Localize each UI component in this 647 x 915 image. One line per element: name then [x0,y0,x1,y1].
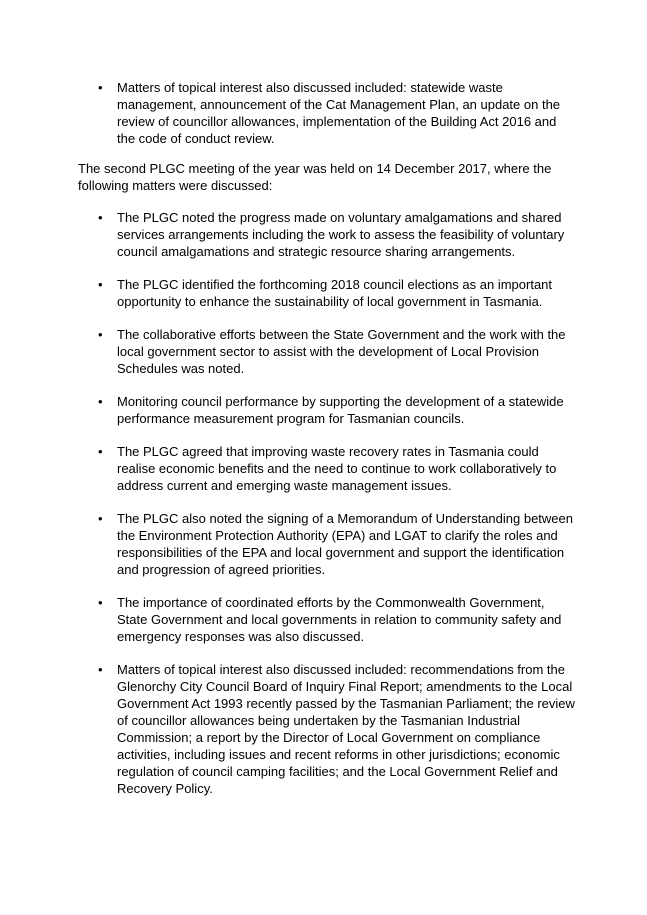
list-item-text: The collaborative efforts between the State Government and the work with the local government sector to assist with the development of Local Provision Schedules was noted. [117,327,566,376]
list-item [78,326,578,377]
list-item [78,661,578,797]
list-item-text: The importance of coordinated efforts by the Commonwealth Government, State Government and local governments in relation to community safety and emergency responses was also discussed. [117,595,562,644]
list-item-text: The PLGC noted the progress made on voluntary amalgamations and shared services arrangements including the work to assess the feasibility of voluntary council amalgamations and strategic resource sharing arrangements. [117,210,565,259]
list-item-text: The PLGC agreed that improving waste recovery rates in Tasmania could realise economic benefits and the need to continue to work collaboratively to address current and emerging waste management issues. [117,444,557,493]
list-item-text: Monitoring council performance by supporting the development of a statewide performance measurement program for Tasmanian councils. [117,394,564,426]
first-meeting-bullet-list [78,79,578,147]
bullet-icon: • [98,394,103,409]
list-item [78,393,578,427]
list-item-text: Matters of topical interest also discussed included: statewide waste management, announcement of the Cat Management Plan, an update on the review of councillor allowances, implementation of the Building Act 2016 and the code of conduct review. [117,80,561,146]
bullet-icon: • [98,662,103,677]
bullet-icon: • [98,595,103,610]
list-item-text: The PLGC also noted the signing of a Memorandum of Understanding between the Environment Protection Authority (EPA) and LGAT to clarify the roles and responsibilities of the EPA and local government and support the identification and progression of agreed priorities. [117,511,573,577]
list-item-text: The PLGC identified the forthcoming 2018 council elections as an important opportunity to enhance the sustainability of local government in Tasmania. [117,277,553,309]
list-item [78,276,578,310]
list-item [78,79,578,147]
list-item [78,510,578,578]
bullet-icon: • [98,511,103,526]
list-item [78,594,578,645]
list-item [78,209,578,260]
bullet-icon: • [98,277,103,292]
bullet-icon: • [98,80,103,95]
bullet-icon: • [98,210,103,225]
list-item [78,443,578,494]
bullet-icon: • [98,444,103,459]
second-meeting-intro-paragraph: The second PLGC meeting of the year was held on 14 December 2017, where the following matters were discussed: [78,161,552,193]
list-item-text: Matters of topical interest also discussed included: recommendations from the Glenorchy City Council Board of Inquiry Final Report; amendments to the Local Government Act 1993 recently passed by the Tasmanian Parliament; the review of councillor allowances being undertaken by the Tasmanian Industrial Commission; a report by the Director of Local Government on compliance activities, including issues and recent reforms in other jurisdictions; economic regulation of council camping facilities; and the Local Government Relief and Recovery Policy. [117,662,575,796]
second-meeting-bullet-list [78,209,578,813]
bullet-icon: • [98,327,103,342]
